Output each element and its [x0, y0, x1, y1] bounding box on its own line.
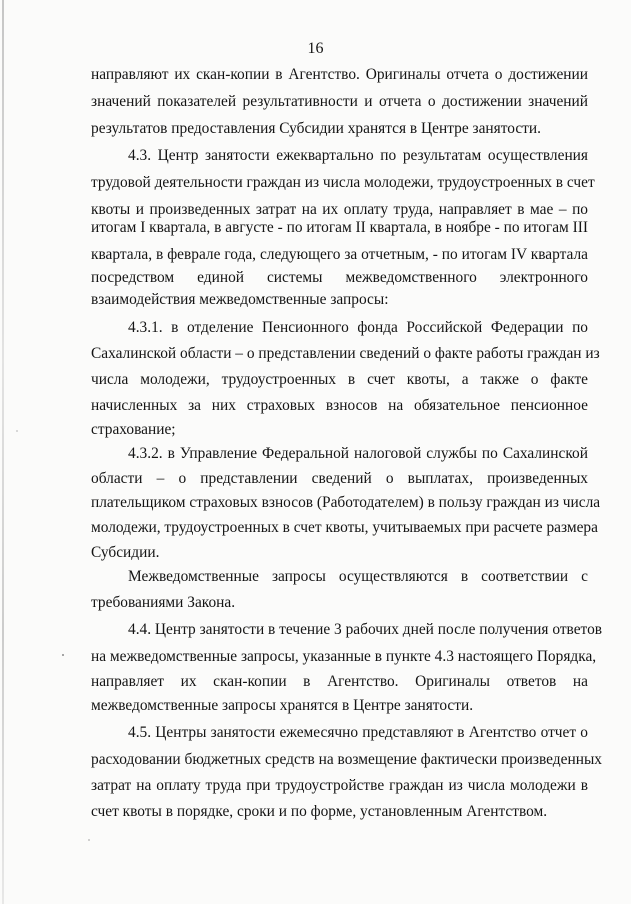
text-line: счет квоты в порядке, сроки и по форме, установленным Агентством.	[91, 803, 548, 820]
text-line: области – о представлении сведений о выплатах, произведенных	[91, 470, 588, 487]
text-line: 4.4. Центр занятости в течение 3 рабочих дней после получения ответов	[128, 621, 603, 638]
scan-speck	[62, 654, 64, 656]
text-line: 4.3.2. в Управление Федеральной налоговой службы по Сахалинской	[128, 445, 588, 462]
text-line: направляют их скан-копии в Агентство. Оригиналы отчета о достижении	[91, 66, 588, 83]
scan-speck	[16, 430, 18, 432]
text-line: посредством единой системы межведомственного электронного	[91, 269, 588, 286]
text-line: молодежи, трудоустроенных в счет квоты, учитываемых при расчете размера	[91, 519, 598, 536]
page-number: 16	[307, 40, 324, 57]
text-line: Межведомственные запросы осуществляются в соответствии с	[128, 568, 588, 585]
text-line: результатов предоставления Субсидии хранятся в Центре занятости.	[91, 120, 541, 137]
text-line: направляет их скан-копии в Агентство. Оригиналы ответов на	[91, 673, 588, 690]
text-line: квартала, в феврале года, следующего за отчетным, - по итогам IV квартала	[91, 246, 588, 263]
text-line: числа молодежи, трудоустроенных в счет квоты, а также о факте	[91, 371, 588, 388]
text-line: взаимодействия межведомственные запросы:	[91, 291, 389, 308]
text-line: 4.3. Центр занятости ежеквартально по результатам осуществления	[128, 147, 588, 164]
text-line: начисленных за них страховых взносов на обязательное пенсионное	[91, 397, 588, 414]
text-line: затрат на оплату труда при трудоустройстве граждан из числа молодежи в	[91, 777, 588, 794]
text-line: требованиями Закона.	[91, 594, 236, 611]
text-line: 4.3.1. в отделение Пенсионного фонда Российской Федерации по	[128, 319, 588, 336]
text-line: расходовании бюджетных средств на возмещение фактически произведенных	[91, 751, 602, 768]
text-line: значений показателей результативности и отчета о достижении значений	[91, 93, 588, 110]
text-line: трудовой деятельности граждан из числа молодежи, трудоустроенных в счет	[91, 174, 595, 191]
text-line: 4.5. Центры занятости ежемесячно представляют в Агентство отчет о	[128, 724, 588, 741]
text-line: Субсидии.	[91, 544, 160, 561]
text-line: межведомственные запросы хранятся в Центре занятости.	[91, 697, 474, 714]
scan-speck	[88, 839, 90, 841]
text-line: итогам I квартала, в августе - по итогам II квартала, в ноябре - по итогам III	[91, 219, 588, 236]
text-line: на межведомственные запросы, указанные в пункте 4.3 настоящего Порядка,	[91, 648, 597, 665]
text-line: плательщиком страховых взносов (Работодателем) в пользу граждан из числа	[91, 494, 601, 511]
text-line: Сахалинской области – о представлении сведений о факте работы граждан из	[91, 345, 600, 362]
text-line: страхование;	[91, 421, 176, 438]
text-line: квоты и произведенных затрат на их оплату труда, направляет в мае – по	[91, 201, 588, 218]
